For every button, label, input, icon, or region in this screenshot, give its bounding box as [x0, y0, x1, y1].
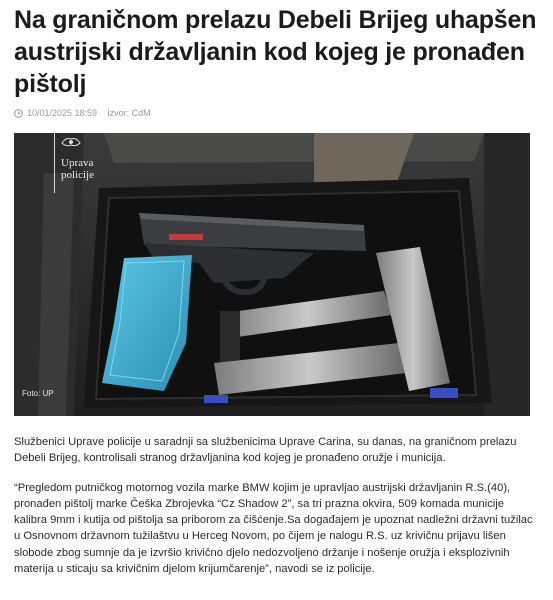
badge-divider [54, 133, 55, 193]
article-source: Izvor: CdM [107, 108, 151, 118]
article-photo [14, 133, 530, 416]
badge-line-1: Uprava [61, 157, 94, 169]
article-paragraph-1: Službenici Uprave policije u saradnji sa službenicima Uprave Carina, su danas, na graničnom prelazu Debeli Brijeg, kontrolisali stranog državljanina kod kojeg je pronađeno oružje i municija. [14, 436, 517, 465]
article-meta [14, 106, 539, 120]
article [14, 4, 539, 577]
police-badge [54, 133, 112, 195]
article-paragraph-2: “Pregledom putničkog motornog vozila marke BMW kojim je upravljao austrijski državljanin R.S.(40), pronađen pištolj marke Češka Zbrojevka “Cz Shadow 2”, sa tri prazna okvira, 509 komada municije kalibra 9mm i kutija od pištolja sa priborom za čišćenje.Sa događajem je upoznat nadležni državni tužilac u Osnovnom državnom tužilaštvu u Herceg Novom, po čijem je nalogu R.S. uz krivičnu prijavu lišen slobode zbog sumnje da je izvršio krivično djelo nedozvoljeno držanje i nošenje oružja i eksplozivnih materija u sticaju sa krivičnim djelom krijumčarenje”, navodi se iz policije. [14, 481, 533, 576]
crest-icon [60, 135, 82, 151]
badge-line-2: policije [61, 169, 94, 181]
publish-date: 10/01/2025 18:59 [27, 108, 98, 118]
clock-icon [14, 109, 23, 118]
photo-credit: Foto: UP [22, 389, 54, 398]
article-title: Na graničnom prelazu Debeli Brijeg uhapšen austrijski državljanin kod kojeg je pronađen pištolj [14, 6, 537, 98]
